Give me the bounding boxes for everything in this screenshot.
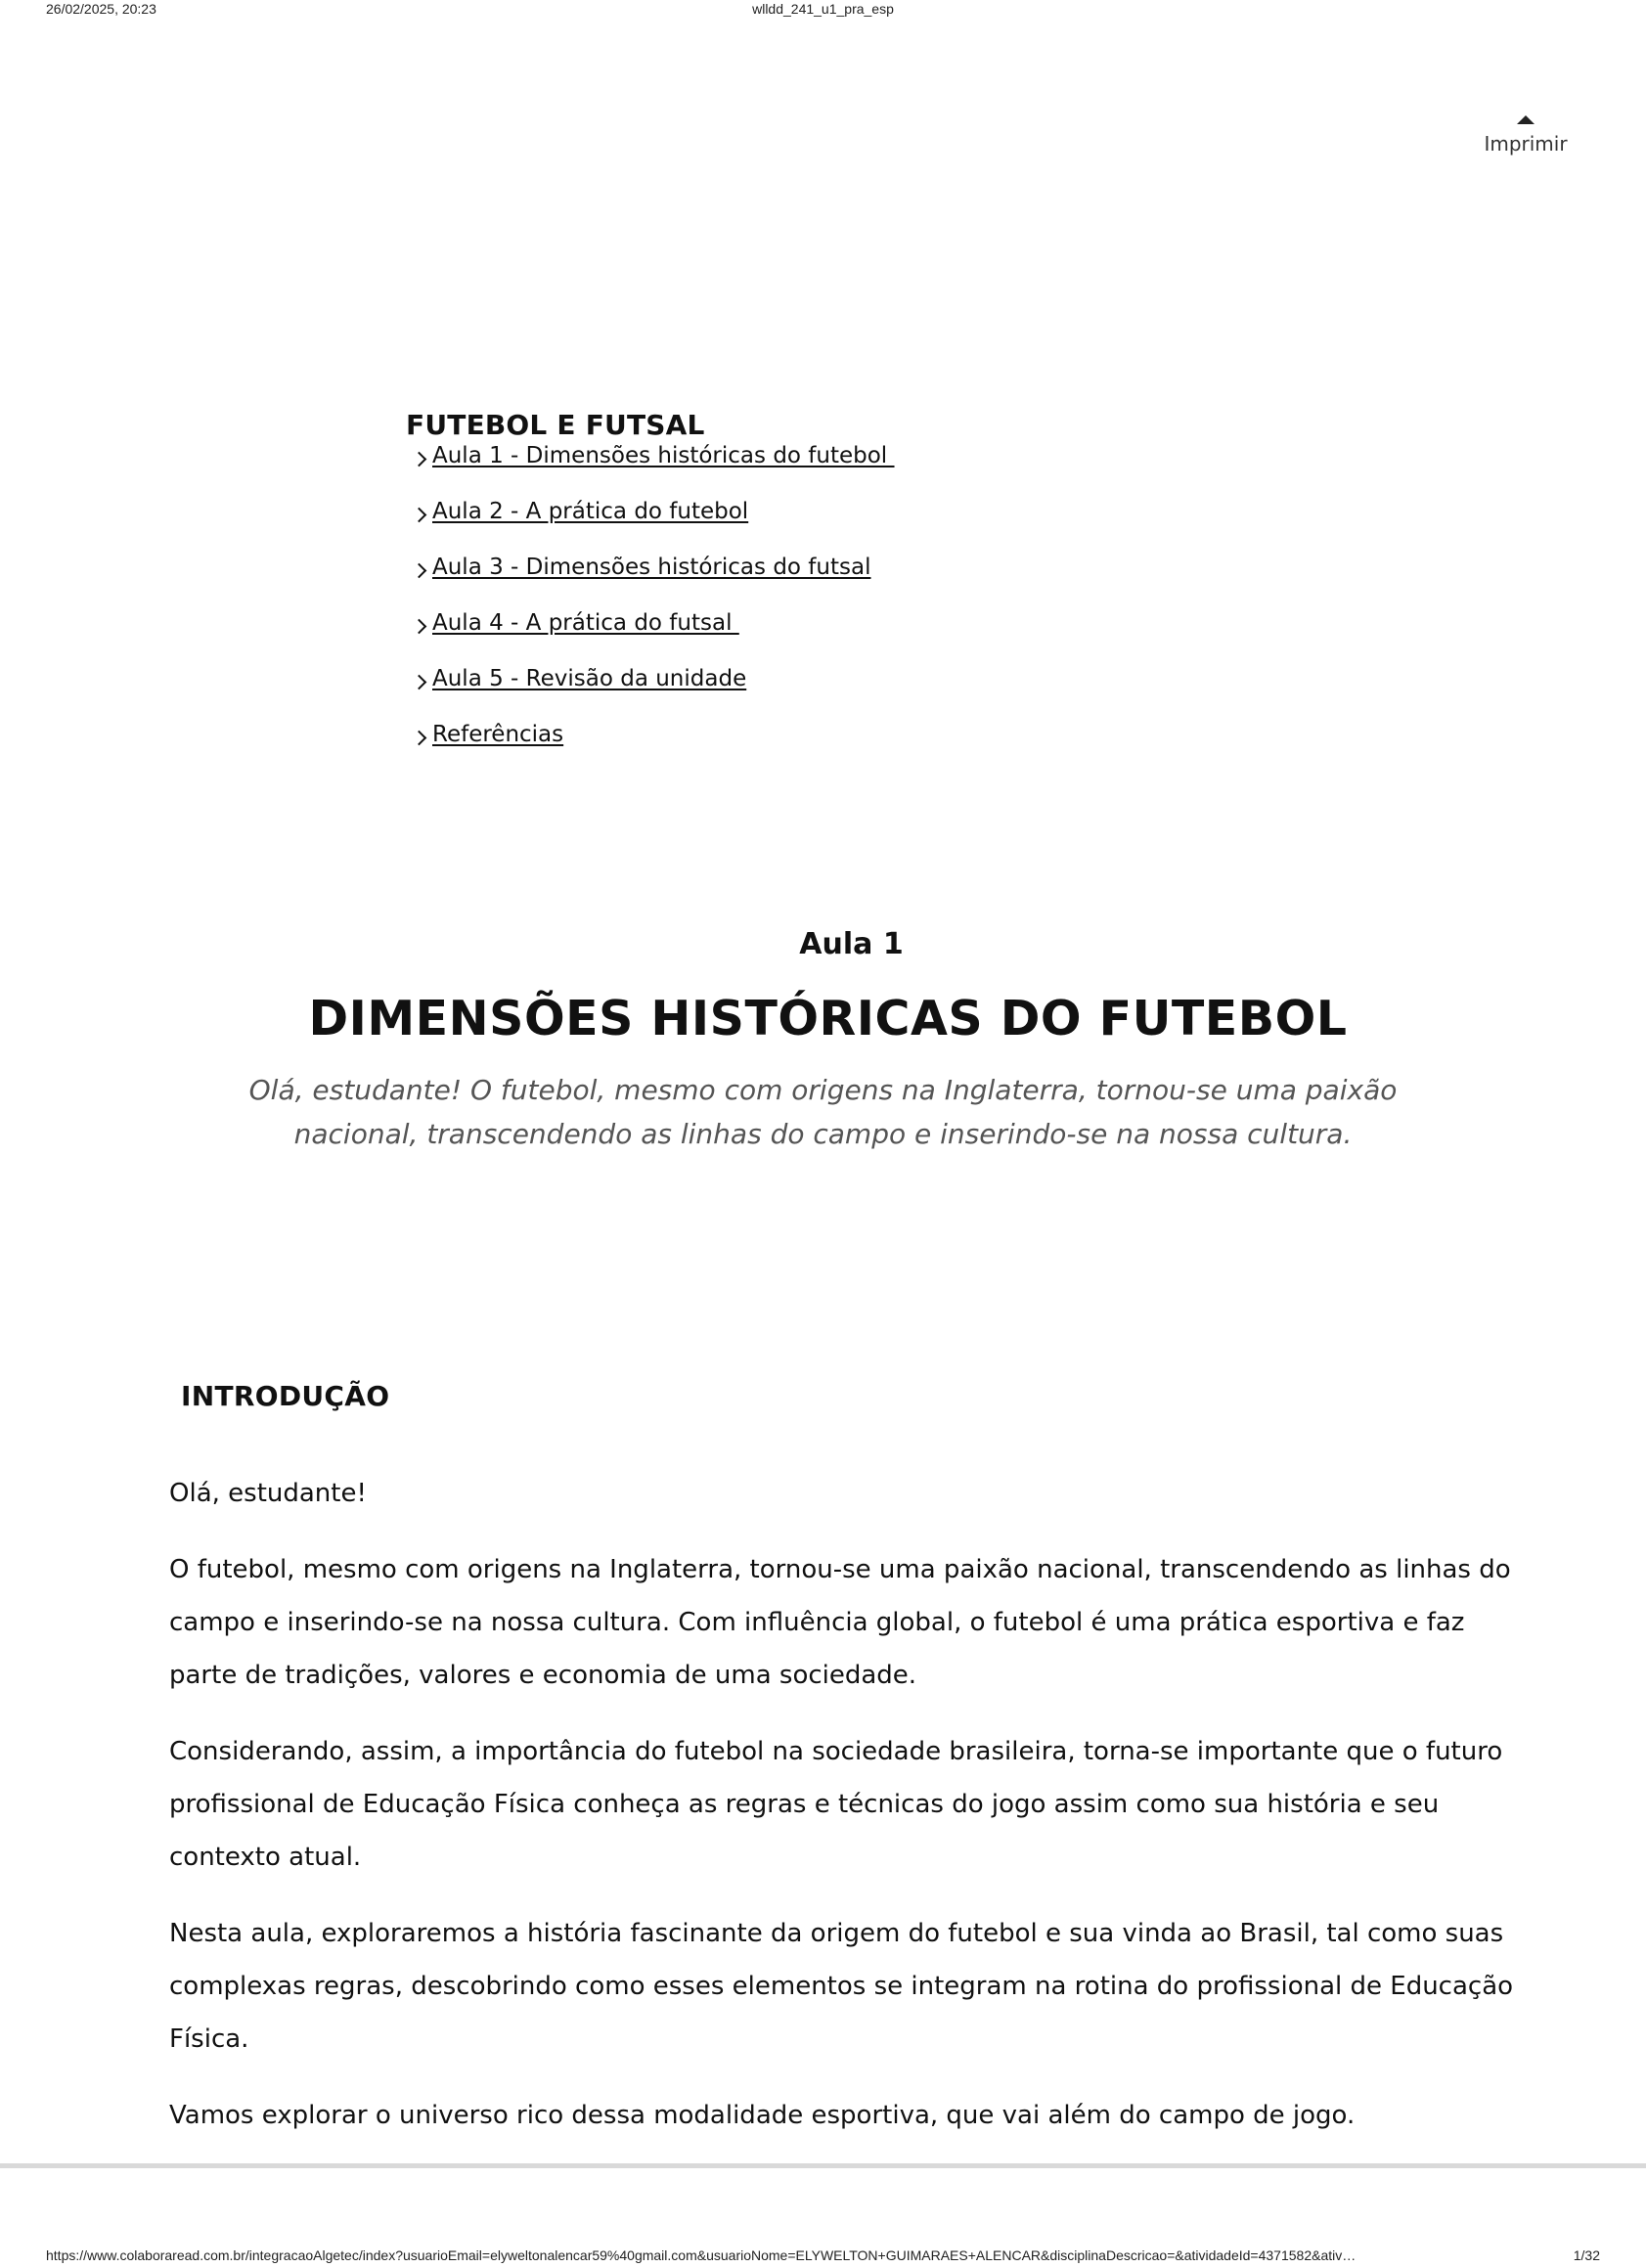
page-number: 1/32 xyxy=(1573,2247,1600,2263)
chevron-right-icon xyxy=(412,675,427,690)
intro-paragraph: Olá, estudante! xyxy=(169,1479,367,1508)
chevron-right-icon xyxy=(412,619,427,635)
horizontal-divider xyxy=(0,2163,1646,2168)
lesson-header xyxy=(0,927,1646,1156)
print-footer xyxy=(0,2247,1646,2267)
chevron-right-icon xyxy=(412,563,427,579)
toc-item xyxy=(414,610,895,666)
intro-paragraph: Nesta aula, exploraremos a história fascinante da origem do futebol e sua vinda ao Brasil, tal como suas complexas regras, descobrindo como esses elementos se integram na rotina do profissional de Educação Física. xyxy=(169,1919,1514,2054)
chevron-right-icon xyxy=(412,731,427,746)
lesson-number: Aula 1 xyxy=(799,927,904,961)
lesson-title: DIMENSÕES HISTÓRICAS DO FUTEBOL xyxy=(308,991,1348,1046)
chevron-right-icon xyxy=(412,452,427,467)
toc-list xyxy=(406,443,895,778)
toc-item xyxy=(414,443,895,499)
print-datetime: 26/02/2025, 20:23 xyxy=(46,1,156,17)
intro-paragraph: O futebol, mesmo com origens na Inglaterra, tornou-se uma paixão nacional, transcendendo as linhas do campo e inserindo-se na nossa cultura. Com influência global, o futebol é uma prática esportiva e faz parte de tradições, valores e economia de uma sociedade. xyxy=(169,1555,1511,1690)
print-url: https://www.colaboraread.com.br/integracaoAlgetec/index?usuarioEmail=elyweltonalencar59%40gmail.com&usuarioNome=ELYWELTON+GUIMARAES+ALENCAR&disciplinaDescricao=&atividadeId=4371582&ativ… xyxy=(46,2247,1357,2263)
toc-link-referencias[interactable]: Referências xyxy=(432,722,564,747)
toc-item xyxy=(414,499,895,555)
table-of-contents xyxy=(406,409,895,778)
intro-heading: INTRODUÇÃO xyxy=(181,1380,390,1412)
toc-link-aula-1[interactable]: Aula 1 - Dimensões históricas do futebol xyxy=(432,443,895,468)
print-header xyxy=(0,0,1646,20)
toc-item xyxy=(414,722,895,778)
toc-link-aula-2[interactable]: Aula 2 - A prática do futebol xyxy=(432,499,749,524)
intro-paragraph: Considerando, assim, a importância do futebol na sociedade brasileira, torna-se importante que o futuro profissional de Educação Física conheça as regras e técnicas do jogo assim como sua história e seu contexto atual. xyxy=(169,1737,1503,1872)
caret-up-icon xyxy=(1517,115,1535,124)
print-button[interactable] xyxy=(1472,115,1579,156)
chevron-right-icon xyxy=(412,508,427,523)
toc-link-aula-3[interactable]: Aula 3 - Dimensões históricas do futsal xyxy=(432,555,871,580)
toc-item xyxy=(414,666,895,722)
lesson-subtitle: Olá, estudante! O futebol, mesmo com origens na Inglaterra, tornou-se uma paixão nacional, transcendendo as linhas do campo e inserindo-se na nossa cultura. xyxy=(248,1074,1398,1150)
print-doc-title: wlldd_241_u1_pra_esp xyxy=(752,1,894,17)
intro-content xyxy=(169,1467,1534,2165)
intro-paragraph: Vamos explorar o universo rico dessa modalidade esportiva, que vai além do campo de jogo. xyxy=(169,2101,1356,2130)
toc-link-aula-4[interactable]: Aula 4 - A prática do futsal xyxy=(432,610,739,636)
toc-title: FUTEBOL E FUTSAL xyxy=(406,409,705,441)
print-button-label: Imprimir xyxy=(1484,132,1568,156)
toc-link-aula-5[interactable]: Aula 5 - Revisão da unidade xyxy=(432,666,747,691)
toc-item xyxy=(414,555,895,610)
